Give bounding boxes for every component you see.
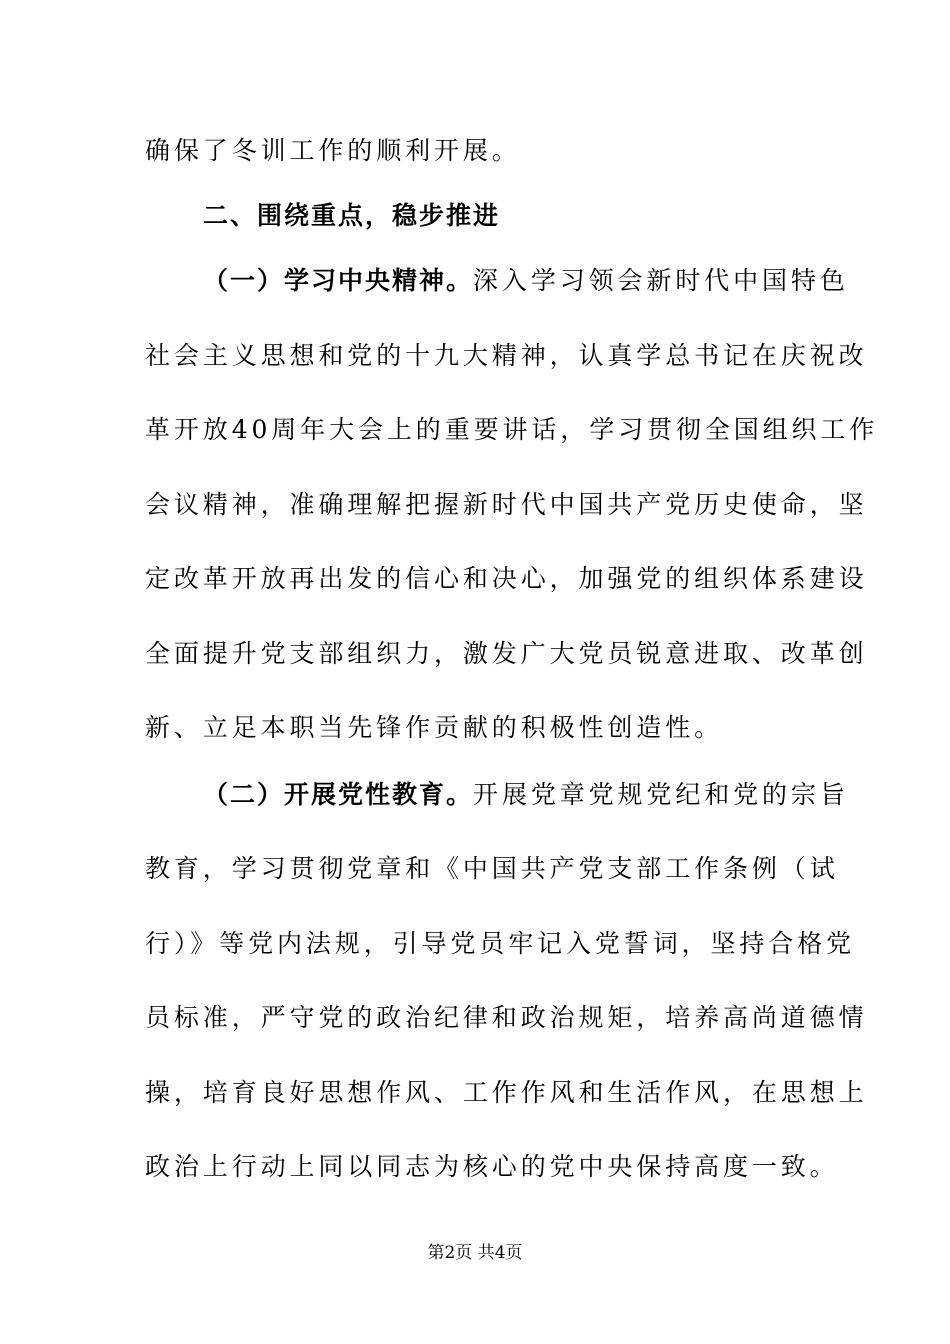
paragraph-text: 深入学习领会新时代中国特色 (473, 266, 849, 295)
paragraph-line: 新、立足本职当先锋作贡献的积极性创造性。 (145, 713, 724, 742)
paragraph-line: 政治上行动上同以同志为核心的党中央保持高度一致。 (145, 1152, 839, 1181)
paragraph-line (203, 265, 849, 297)
subsection-heading: （二）开展党性教育。 (203, 780, 474, 809)
paragraph-line: 会议精神，准确理解把握新时代中国共产党历史使命，坚 (145, 490, 868, 519)
paragraph-line: 全面提升党支部组织力，激发广大党员锐意进取、改革创 (145, 639, 868, 668)
paragraph-line: 操，培育良好思想作风、工作作风和生活作风，在思想上 (145, 1078, 868, 1107)
paragraph-line: 社会主义思想和党的十九大精神，认真学总书记在庆祝改 (145, 341, 868, 370)
paragraph-line: 革开放40周年大会上的重要讲话，学习贯彻全国组织工作 (145, 415, 879, 444)
paragraph-text: 开展党章党规党纪和党的宗旨 (473, 780, 849, 809)
paragraph-line: 行）》等党内法规，引导党员牢记入党誓词，坚持合格党 (145, 929, 856, 958)
paragraph-line: 定改革开放再出发的信心和决心，加强党的组织体系建设 (145, 564, 868, 593)
paragraph-line (203, 779, 849, 811)
paragraph-line: 员标准，严守党的政治纪律和政治规矩，培养高尚道德情 (145, 1003, 868, 1032)
paragraph-line: 教育，学习贯彻党章和《中国共产党支部工作条例（试 (145, 854, 839, 883)
page-number: 第2页 共4页 (427, 1243, 523, 1263)
paragraph-line: 确保了冬训工作的顺利开展。 (145, 136, 521, 165)
section-heading: 二、围绕重点，稳步推进 (203, 201, 501, 230)
subsection-heading: （一）学习中央精神。 (203, 266, 474, 295)
